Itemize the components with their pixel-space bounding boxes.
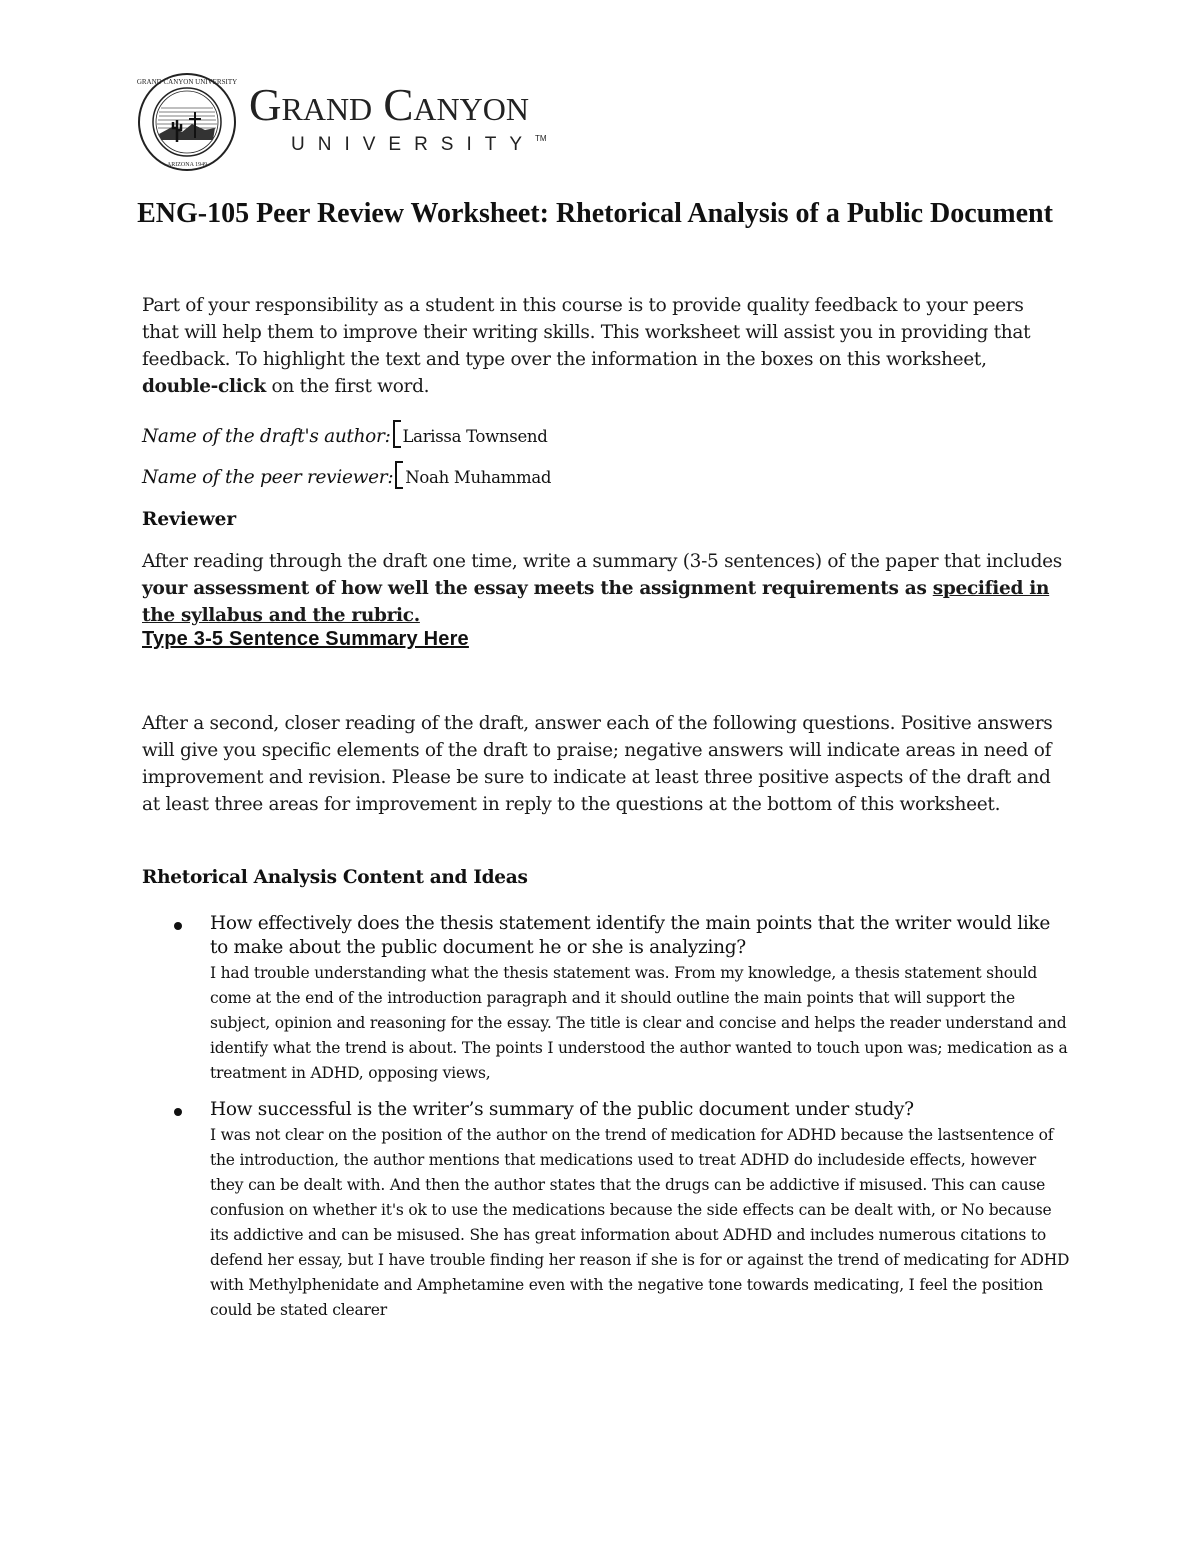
logo-line1 <box>249 82 547 128</box>
intro-text-1: Part of your responsibility as a student in this course is to provide quality feedback to your peers that will help them to improve their writing skills. This worksheet will assist you in providing that feedback. To highlight the text and type over the information in the boxes on this worksheet, <box>142 295 1031 370</box>
reviewer-heading: Reviewer <box>142 509 237 530</box>
summary-prompt-bold-underlined: specified in the syllabus and the rubric. <box>142 578 1050 626</box>
seal-text-bottom: ARIZONA 1949 <box>166 162 208 168</box>
content-ideas-heading: Rhetorical Analysis Content and Ideas <box>142 867 528 888</box>
summary-prompt-bold: your assessment of how well the essay meets the assignment requirements as <box>142 578 933 599</box>
questions-list <box>170 912 1070 1335</box>
logo-line2-text: UNIVERSITY <box>291 134 536 155</box>
university-seal-icon <box>137 72 237 172</box>
bullet-icon <box>174 922 182 930</box>
logo-wordmark <box>249 82 547 156</box>
intro-bold: double-click <box>142 376 266 397</box>
summary-prompt <box>142 548 1062 629</box>
summary-prompt-text: After reading through the draft one time, write a summary (3-5 sentences) of the paper that includes <box>142 551 1062 572</box>
logo-line1-text: Grand Canyon <box>249 80 529 130</box>
list-item <box>170 1098 1070 1323</box>
intro-text-2: on the first word. <box>265 376 430 397</box>
author-field <box>142 420 548 448</box>
bullet-icon <box>174 1108 182 1116</box>
worksheet-title: ENG-105 Peer Review Worksheet: Rhetorical Analysis of a Public Document <box>137 198 1053 229</box>
answer-text[interactable]: I had trouble understanding what the thesis statement was. From my knowledge, a thesis statement should come at the end of the introduction paragraph and it should outline the main points that will support the subject, opinion and reasoning for the essay. The title is clear and concise and helps the reader understand and identify what the trend is about. The points I understood the author wanted to touch upon was; medication as a treatment in ADHD, opposing views, <box>210 964 1068 1082</box>
question-text: How effectively does the thesis statement identify the main points that the writer would like to make about the public document he or she is analyzing? <box>210 913 1050 958</box>
second-reading-paragraph: After a second, closer reading of the draft, answer each of the following questions. Positive answers will give you specific elements of the draft to praise; negative answers will indicate areas in need of improvement and revision. Please be sure to indicate at least three positive aspects of the draft and at least three areas for improvement in reply to the questions at the bottom of this worksheet. <box>142 713 1053 815</box>
form-field-bracket <box>395 461 403 489</box>
question-text: How successful is the writer’s summary of the public document under study? <box>210 1099 914 1120</box>
reviewer-value[interactable]: Noah Muhammad <box>405 468 552 487</box>
form-field-bracket <box>393 420 401 448</box>
list-item <box>170 912 1070 1086</box>
author-label: Name of the draft's author: <box>142 426 391 447</box>
seal-text-top: GRAND CANYON UNIVERSITY <box>137 78 237 86</box>
reviewer-label: Name of the peer reviewer: <box>142 467 394 488</box>
reviewer-field <box>142 461 551 489</box>
logo-line2: UNIVERSITY™ <box>291 134 547 155</box>
summary-input-box[interactable]: Type 3-5 Sentence Summary Here <box>142 628 469 650</box>
university-logo <box>137 72 547 172</box>
answer-text[interactable]: I was not clear on the position of the author on the trend of medication for ADHD because the lastsentence of the introduction, the author mentions that medications used to treat ADHD do includeside effects, however they can be dealt with. And then the author states that the drugs can be addictive if misused. This can cause confusion on whether it's ok to use the medications because the side effects can be dealt with, or No because its addictive and can be misused. She has great information about ADHD and includes numerous citations to defend her essay, but I have trouble finding her reason if she is for or against the trend of medicating for ADHD with Methylphenidate and Amphetamine even with the negative tone towards medicating, I feel the position could be stated clearer <box>210 1126 1070 1319</box>
author-value[interactable]: Larissa Townsend <box>402 427 548 446</box>
intro-paragraph <box>142 292 1062 400</box>
